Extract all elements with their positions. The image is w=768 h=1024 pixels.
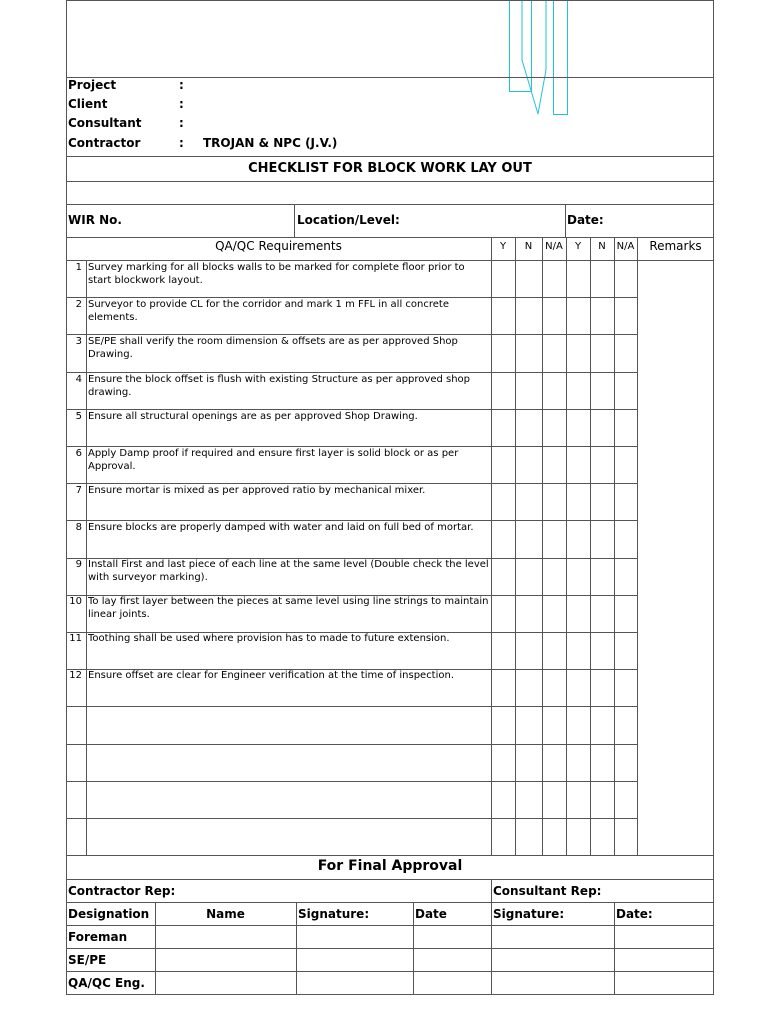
col-n-1: N (524, 241, 533, 252)
name-label: Name (206, 907, 245, 921)
consultant-signature-label: Signature: (493, 907, 565, 921)
grid-line (66, 902, 714, 903)
col-n-2: N (598, 241, 606, 252)
grid-line (66, 632, 637, 633)
consultant-colon: : (179, 116, 184, 130)
contractor-label: Contractor (68, 136, 141, 150)
item-number: 5 (75, 411, 82, 422)
consultant-rep-label: Consultant Rep: (493, 884, 602, 898)
contractor-rep-label: Contractor Rep: (68, 884, 176, 898)
grid-line (66, 0, 714, 1)
item-text: Install First and last piece of each line at the same level (Double check the level with surveyor marking). (88, 559, 489, 583)
item-number: 7 (75, 485, 82, 496)
item-text: Ensure blocks are properly damped with water and laid on full bed of mortar. (88, 522, 474, 533)
client-label: Client (68, 97, 108, 111)
col-y-2: Y (574, 241, 582, 252)
item-number: 12 (69, 670, 82, 681)
consultant-label: Consultant (68, 116, 142, 130)
project-label: Project (68, 78, 117, 92)
item-text: Ensure offset are clear for Engineer verification at the time of inspection. (88, 670, 455, 681)
grid-line (66, 372, 637, 373)
item-text: Ensure all structural openings are as per approved Shop Drawing. (88, 411, 418, 422)
col-na-1: N/A (545, 241, 563, 252)
item-text: SE/PE shall verify the room dimension & offsets are as per approved Shop Drawing. (88, 336, 458, 360)
item-number: 1 (75, 262, 82, 273)
grid-line (66, 520, 637, 521)
item-number: 2 (75, 299, 82, 310)
grid-line (66, 204, 714, 205)
grid-line (66, 77, 714, 78)
item-text: Ensure mortar is mixed as per approved ratio by mechanical mixer. (88, 485, 426, 496)
grid-line (565, 204, 566, 237)
item-number: 11 (69, 633, 82, 644)
item-text: To lay first layer between the pieces at same level using line strings to maintain linear joints. (88, 596, 489, 620)
role-foreman: Foreman (68, 930, 128, 944)
grid-line (566, 237, 567, 855)
grid-line (66, 260, 714, 261)
grid-line (66, 855, 714, 856)
client-colon: : (179, 97, 184, 111)
requirements-header: QA/QC Requirements (215, 239, 342, 253)
grid-line (66, 706, 637, 707)
grid-line (66, 409, 637, 410)
grid-line (66, 334, 637, 335)
grid-line (542, 237, 543, 855)
grid-line (590, 237, 591, 855)
grid-line (66, 948, 714, 949)
date-label: Date: (567, 213, 604, 227)
project-colon: : (179, 78, 184, 92)
wir-label: WIR No. (68, 213, 122, 227)
grid-line (66, 818, 637, 819)
grid-line (66, 297, 637, 298)
item-text: Ensure the block offset is flush with existing Structure as per approved shop drawing. (88, 374, 471, 398)
signature-label: Signature: (298, 907, 370, 921)
grid-line (66, 181, 714, 182)
grid-line (637, 237, 638, 855)
grid-line (66, 781, 637, 782)
item-text: Apply Damp proof if required and ensure first layer is solid block or as per Approval. (88, 448, 459, 472)
logo-stroke-icon (520, 0, 550, 116)
checklist-sheet (66, 0, 714, 995)
grid-line (66, 925, 714, 926)
col-na-2: N/A (616, 241, 635, 252)
designation-label: Designation (68, 907, 150, 921)
item-number: 4 (75, 374, 82, 385)
item-text: Survey marking for all blocks walls to be marked for complete floor prior to start blockwork layout. (88, 262, 465, 286)
grid-line (66, 971, 714, 972)
col-y-1: Y (499, 241, 507, 252)
item-number: 9 (75, 559, 82, 570)
grid-line (66, 446, 637, 447)
date-short-label: Date (415, 907, 447, 921)
item-number: 3 (75, 336, 82, 347)
contractor-value: TROJAN & NPC (J.V.) (203, 136, 338, 150)
grid-line (66, 237, 714, 238)
location-label: Location/Level: (297, 213, 400, 227)
grid-line (66, 595, 637, 596)
consultant-date-label: Date: (616, 907, 653, 921)
grid-line (66, 879, 714, 880)
item-text: Surveyor to provide CL for the corridor and mark 1 m FFL in all concrete elements. (88, 299, 449, 323)
grid-line (66, 669, 637, 670)
item-text: Toothing shall be used where provision has to made to future extension. (88, 633, 450, 644)
item-number: 6 (75, 448, 82, 459)
final-approval-title: For Final Approval (317, 858, 463, 874)
remarks-header: Remarks (649, 239, 702, 253)
item-number: 10 (69, 596, 82, 607)
grid-line (66, 744, 637, 745)
grid-line (66, 483, 637, 484)
grid-line (515, 237, 516, 855)
grid-line (66, 994, 714, 995)
role-qaqc-eng: QA/QC Eng. (68, 976, 145, 990)
contractor-colon: : (179, 136, 184, 150)
page-title: CHECKLIST FOR BLOCK WORK LAY OUT (248, 161, 532, 176)
item-number: 8 (75, 522, 82, 533)
grid-line (491, 879, 492, 995)
role-se-pe: SE/PE (68, 953, 107, 967)
grid-line (614, 237, 615, 855)
grid-line (294, 204, 295, 237)
grid-line (66, 558, 637, 559)
grid-line (66, 156, 714, 157)
grid-line (491, 237, 492, 855)
company-logo-part (553, 0, 568, 115)
